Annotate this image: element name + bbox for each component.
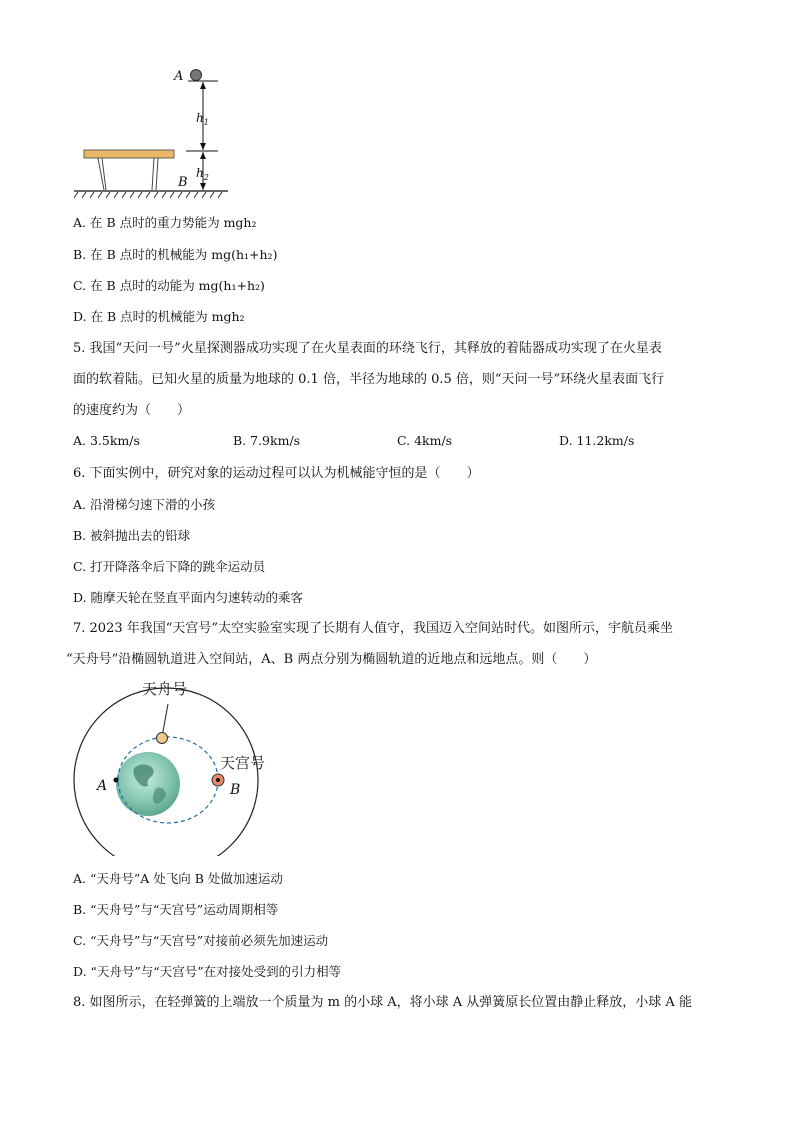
label-h2: $h_2$: [196, 166, 209, 182]
q7-option-b: B. “天舟号”与“天宫号”运动周期相等: [73, 902, 279, 917]
ball-drop-figure: [70, 60, 240, 200]
ball-a: [191, 70, 202, 81]
q6-option-a: A. 沿滑梯匀速下滑的小孩: [73, 497, 215, 512]
earth: [116, 752, 180, 816]
q7-stem-line2: “天舟号”沿椭圆轨道进入空间站，A、B 两点分别为椭圆轨道的近地点和远地点。则（ ）: [66, 652, 597, 667]
q4-option-b: B. 在 B 点时的机械能为 mg(h₁+h₂): [73, 247, 278, 262]
label-tiangong: 天宫号: [220, 754, 266, 772]
point-a: [114, 778, 119, 783]
q7-stem-line1: 7. 2023 年我国“天宫号”太空实验室实现了长期有人值守，我国迈入空间站时代。如图所示，宇航员乘坐: [73, 621, 674, 636]
table-top: [84, 150, 174, 158]
q5-stem-line3: 的速度约为（ ）: [73, 403, 191, 418]
q7-option-d: D. “天舟号”与“天宫号”在对接处受到的引力相等: [73, 964, 342, 979]
q6-option-b: B. 被斜抛出去的铅球: [73, 528, 191, 543]
q4-option-a: A. 在 B 点时的重力势能为 mgh₂: [73, 215, 257, 230]
q5-stem-line1: 5. 我国“天问一号”火星探测器成功实现了在火星表面的环绕飞行，其释放的着陆器成功实现了在火星表: [73, 341, 662, 356]
label-a: A: [174, 69, 184, 84]
q5-option-c: C. 4km/s: [397, 433, 453, 448]
label-b: B: [178, 175, 188, 190]
orbit-label-b: B: [230, 782, 241, 798]
q6-option-d: D. 随摩天轮在竖直平面内匀速转动的乘客: [73, 590, 304, 605]
orbit-label-a: A: [97, 778, 108, 794]
orbit-figure: [64, 676, 294, 856]
q4-option-d: D. 在 B 点时的机械能为 mgh₂: [73, 309, 245, 324]
q6-option-c: C. 打开降落伞后下降的跳伞运动员: [73, 559, 266, 574]
q5-option-b: B. 7.9km/s: [233, 433, 301, 448]
q8-stem: 8. 如图所示，在轻弹簧的上端放一个质量为 m 的小球 A，将小球 A 从弹簧原长位置由静止释放，小球 A 能: [73, 995, 692, 1010]
label-tianzhou: 天舟号: [142, 680, 188, 698]
q5-option-d: D. 11.2km/s: [559, 433, 635, 448]
tianzhou-craft: [157, 733, 168, 744]
q6-stem: 6. 下面实例中，研究对象的运动过程可以认为机械能守恒的是（ ）: [73, 466, 480, 481]
q7-option-a: A. “天舟号”A 处飞向 B 处做加速运动: [73, 871, 283, 886]
q7-option-c: C. “天舟号”与“天宫号”对接前必须先加速运动: [73, 933, 329, 948]
q4-option-c: C. 在 B 点时的动能为 mg(h₁+h₂): [73, 278, 265, 293]
label-h1: $h_1$: [196, 111, 209, 127]
q5-options: [73, 433, 753, 451]
q5-stem-line2: 面的软着陆。已知火星的质量为地球的 0.1 倍，半径为地球的 0.5 倍，则“天问一号”环绕火星表面飞行: [73, 372, 665, 387]
q5-option-a: A. 3.5km/s: [73, 433, 140, 448]
